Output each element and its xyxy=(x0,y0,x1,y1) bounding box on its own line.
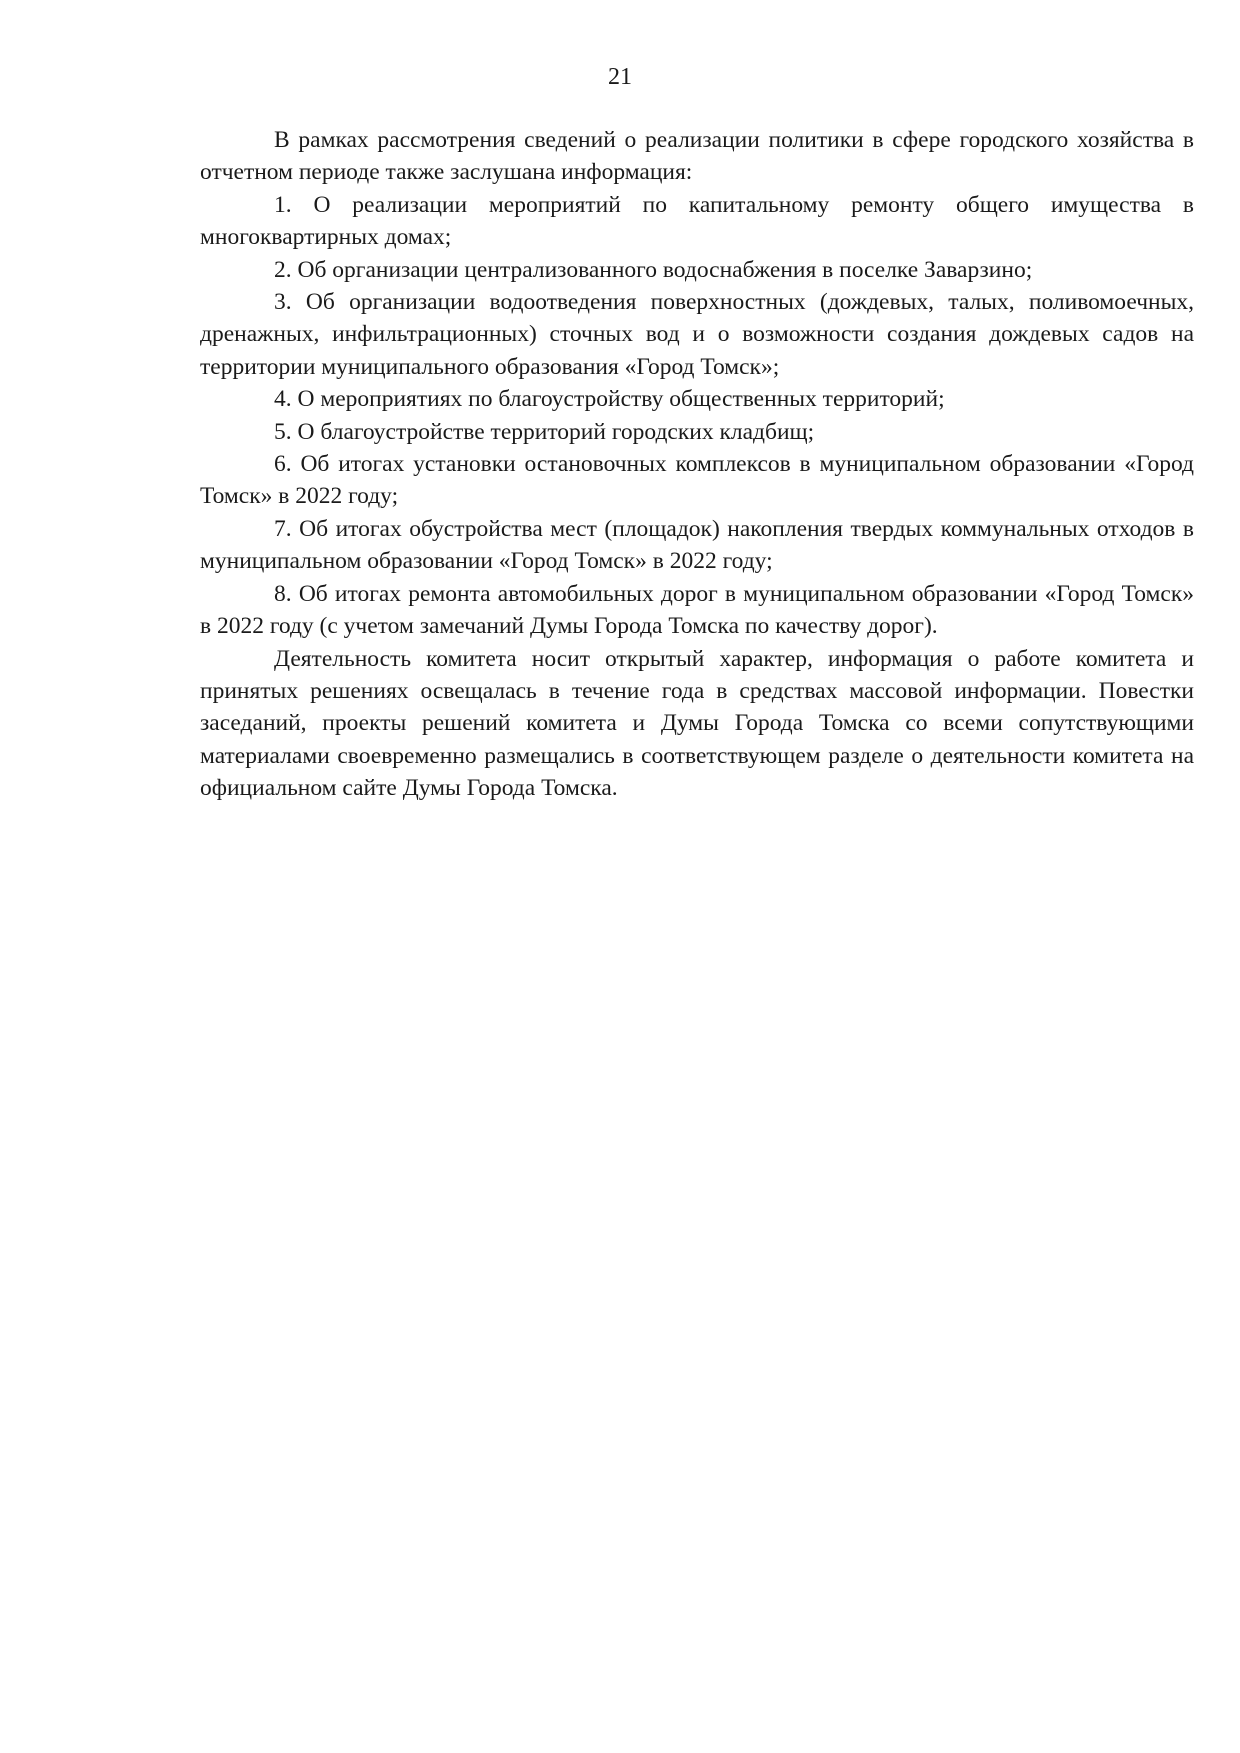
list-item-4: 4. О мероприятиях по благоустройству общественных территорий; xyxy=(274,386,945,413)
closing-paragraph: Деятельность комитета носит открытый характер, информация о работе комитета и принятых решениях освещалась в течение года в средствах массовой информации. Повестки заседаний, проекты решений комитета и Думы Города Томска со всеми сопутствующими материалами своевременно размещались в соответствующем разделе о деятельности комитета на официальном сайте Думы Города Томска. xyxy=(200,645,1194,802)
list-item-1: 1. О реализации мероприятий по капитальному ремонту общего имущества в многоквартирных домах; xyxy=(200,191,1194,251)
page-number: 21 xyxy=(608,64,632,90)
list-item-7: 7. Об итогах обустройства мест (площадок) накопления твердых коммунальных отходов в муниципальном образовании «Город Томск» в 2022 году; xyxy=(200,515,1194,575)
list-item-5: 5. О благоустройстве территорий городских кладбищ; xyxy=(274,418,815,445)
list-item-6: 6. Об итогах установки остановочных комплексов в муниципальном образовании «Город Томск» в 2022 году; xyxy=(200,451,1194,510)
list-item-2: 2. Об организации централизованного водоснабжения в поселке Заварзино; xyxy=(274,256,1033,283)
intro-paragraph: В рамках рассмотрения сведений о реализации политики в сфере городского хозяйства в отчетном периоде также заслушана информация: xyxy=(200,127,1194,186)
document-body xyxy=(200,124,1194,805)
list-item-3: 3. Об организации водоотведения поверхностных (дождевых, талых, поливомоечных, дренажных, инфильтрационных) сточных вод и о возможности создания дождевых садов на территории муниципального образования «Город Томск»; xyxy=(200,289,1194,380)
list-item-8: 8. Об итогах ремонта автомобильных дорог в муниципальном образовании «Город Томск» в 2022 году (с учетом замечаний Думы Города Томска по качеству дорог). xyxy=(200,580,1194,640)
